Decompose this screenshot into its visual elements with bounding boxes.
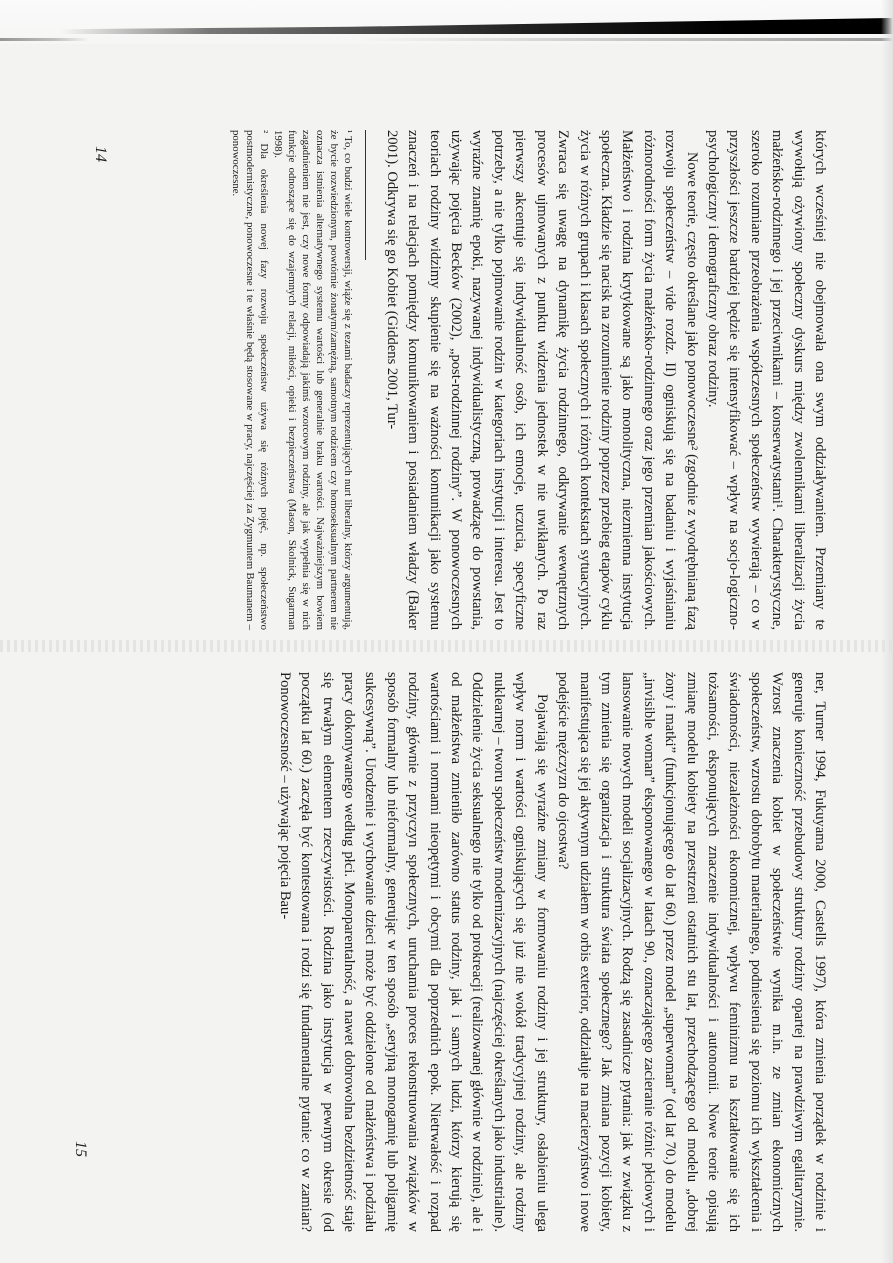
page-number-14: 14: [92, 146, 109, 162]
page-14: [130, 130, 830, 630]
book-gutter: [0, 640, 893, 652]
page-15: [110, 672, 830, 1232]
scan-edge-line: [0, 38, 893, 41]
page-15-paragraph-2: Pojawiają się wyraźne zmiany w formowaniu rodziny i jej struktury, osłabieniu ulega wpływ norm i wartości ogniskujących się już nie wokół tradycyjnej rodziny, ale rodziny nuklearnej – tworu społeczeństw modernizacyjnych (najczęściej określanych jako industrialne). Oddzielenie życia seksualnego nie tylko od prokreacji (realizowanej głównie w rodzinie), ale i od małżeństwa zmieniło zarówno status rodziny, jak i samych ludzi, którzy kierują się wartościami i normami nieopętymi i obcymi dla poprzednich epok. Nietrwałość i rozpad rodziny, głównie z przyczyn społecznych, uruchamia proces rekonstruowania związków w sposób formalny lub nieformalny, generując w ten sposób „seryjną monogamię lub poligamię sukcesywną”. Urodzenie i wychowanie dzieci może być oddzielone od małżeństwa i podziału pracy dokonywanego według płci. Monoparentalność, a nawet dobrowolna bezdzietność staje się trwałym elementem rzeczywistości. Rodzina jako instytucja w pewnym okresie (od początku lat 60.) zaczęła być kontestowana i rodzi się fundamentalne pytanie: co w zamian? Ponowoczesność – używając pojęcia Bau-: [276, 672, 550, 1232]
page-number-15: 15: [72, 1141, 89, 1157]
page-14-paragraph-1: których wcześniej nie obejmowała ona swym oddziaływaniem. Przemiany te wywołują ożywiony społeczny dyskurs między zwolennikami liberalizacji życia małżeńsko-rodzinnego i jej przeciwnikami – konserwatystami¹. Charakterystyczne, szeroko rozumiane przeobrażenia współczesnych społeczeństw wywierają – co w przyszłości jeszcze bardziej będzie się intensyfikować – wpływ na socjo-logiczno-psychologiczny i demograficzny obraz rodziny.: [704, 130, 828, 630]
footnote-1: ¹ To, co budzi wiele kontrowersji, wiąże się z tezami badaczy reprezentujących nurt liberalny, którzy argumentują, że bycie rozwiedzionym, powtórnie żonatym/zamężną, samotnym rodzicem czy homoseksualnym partnerem nie oznacza istnienia alternatywnego systemu wartości lub generalnie braku wartości. Najważniejszym bowiem zagadnieniem nie jest, czy nowe formy odpowiadają jakimś wzorcowym rodziny, ale jak wypełnia się w nich funkcje odnoszące się do wzajemnych relacji, miłości, opieki i bezpieczeństwa (Mason, Skolnick, Sugarman 1998).: [272, 130, 355, 630]
page-15-paragraph-1: ner, Turner 1994, Fukuyama 2000, Castells 1997), która zmienia porządek w rodzinie i generuje konieczność przebudowy struktury rodziny opartej na prawdziwym egalitaryzmie. Wzrost znaczenia kobiet w społeczeństwie wynika m.in. ze zmian ekonomicznych społeczeństw, wzrostu dobrobytu materialnego, podniesienia się poziomu ich wykształcenia i świadomości, niezależności ekonomicznej, wpływu feminizmu na kształtowanie się ich tożsamości, eksponujących znaczenie indywidualności i autonomii. Nowe teorie opisują zmianę modelu kobiety na przestrzeni ostatnich stu lat, przechodzącego od modelu „dobrej żony i matki” (funkcjonującego do lat 60.) przez model „superwoman” (od lat 70.) do modelu „invisible woman” eksponowanego w latach 90., oznaczającego zacieranie różnic płciowych i lansowanie nowych modeli socjalizacyjnych. Rodzą się zasadnicze pytania: jak w związku z tym zmienia się organizacja i struktura świata społecznego? Jak zmiana pozycji kobiety, manifestująca się jej aktywnym udziałem w orbis exterior, oddziałuje na macierzyństwo i nowe podejście mężczyzn do ojcostwa?: [555, 672, 828, 1232]
footnote-2: ² Dla określenia nowej fazy rozwoju społeczeństw używa się różnych pojęć, np. społeczeństwo postmodernistyczne, ponowoczesne i te właśnie będą stosowane w pracy, najczęściej za Zygmuntem Baumanem – ponowoczesne.: [230, 130, 271, 630]
page-14-paragraph-2: Nowe teorie, często określane jako ponowoczesne² (zgodnie z wyodrębnianą fazą rozwoju społeczeństw – vide rozdz. II) ogniskują się na badaniu i wyjaśnianiu różnorodności form życia małżeńsko-rodzinnego oraz jego przemian jakościowych. Małżeństwo i rodzina krytykowane są jako monolityczna, niezmienna instytucja społeczna. Kładzie się nacisk na zrozumienie rodziny poprzez przebieg etapów cyklu życia w różnych grupach i klasach społecznych i różnych kontekstach sytuacyjnych. Zwraca się uwagę na dynamikę życia rodzinnego, odkrywanie wewnętrznych procesów ujmowanych z punktu widzenia jednostek w nie uwikłanych. Po raz pierwszy akcentuje się indywidualność osób, ich emocje, uczucia, specyficzne potrzeby, a nie tylko pojmowanie rodzin w kategoriach instytucji i interesu. Jest to wyraźne znamię epoki, nazywanej indywidualistyczną, prowadzące do powstania, używając pojęcia Becków (2002), „post-rodzinnej rodziny”. W ponowoczesnych teoriach rodziny widzimy skupienie się na ważności komunikacji jako systemu znaczeń i na relacjach pomiędzy komunikowaniem i posiadaniem władzy (Baker 2001). Odkrywa się go Kobiet (Giddens 2001, Tur-: [383, 130, 700, 630]
scan-side-shadow: [881, 0, 893, 1263]
footnote-separator: [365, 130, 366, 260]
